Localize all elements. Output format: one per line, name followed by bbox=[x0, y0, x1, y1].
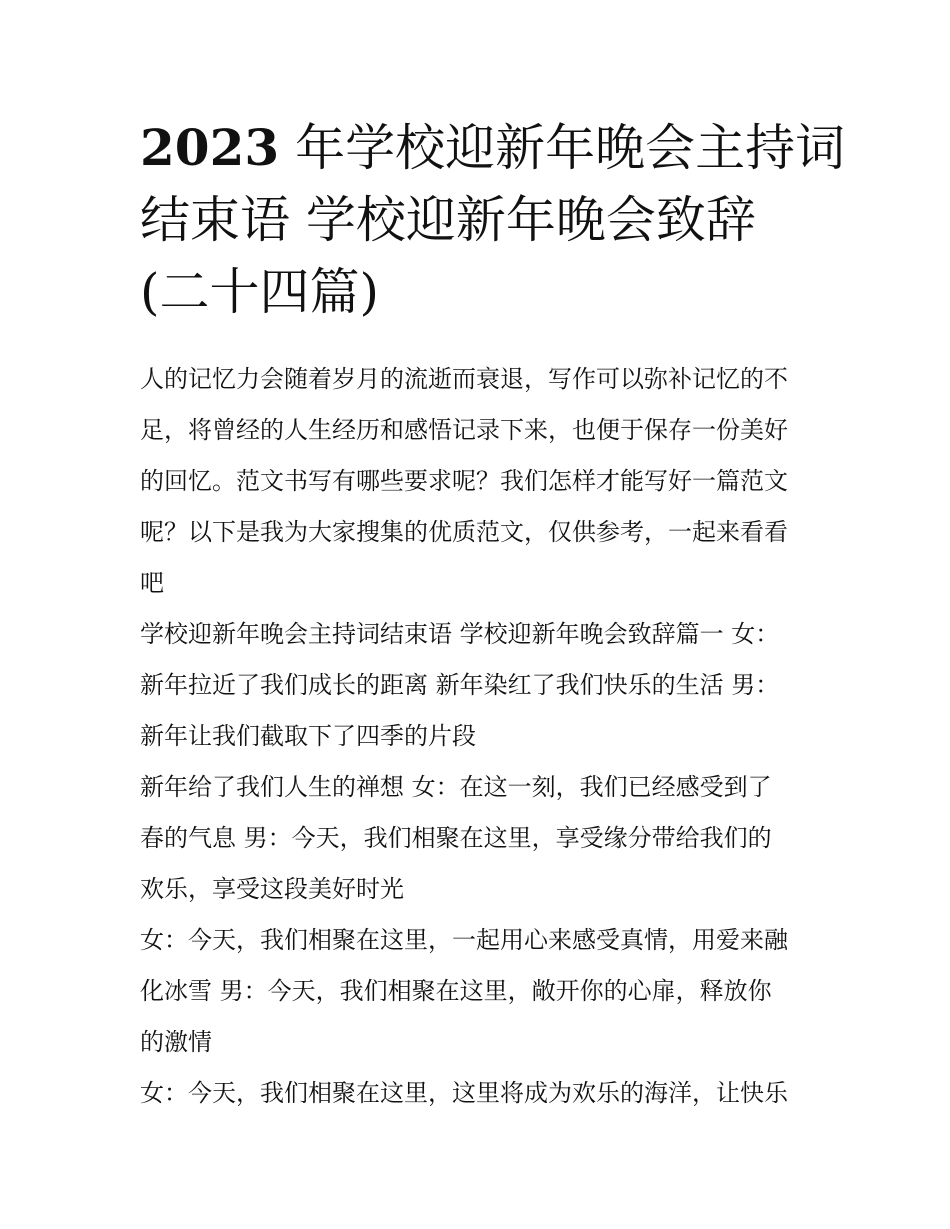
body-line: 学校迎新年晚会主持词结束语 学校迎新年晚会致辞篇一 女： bbox=[140, 620, 780, 648]
body-line: 足，将曾经的人生经历和感悟记录下来，也便于保存一份美好 bbox=[140, 416, 788, 444]
body-line: 女：今天，我们相聚在这里，这里将成为欢乐的海洋，让快乐 bbox=[140, 1079, 788, 1107]
title-line-1: 2023 年学校迎新年晚会主持词 bbox=[140, 118, 846, 177]
body-line: 新年给了我们人生的禅想 女：在这一刻，我们已经感受到了 bbox=[140, 773, 772, 801]
document-title bbox=[140, 112, 846, 328]
body-line: 新年让我们截取下了四季的片段 bbox=[140, 722, 476, 750]
body-line: 化冰雪 男：今天，我们相聚在这里，敞开你的心扉，释放你 bbox=[140, 977, 772, 1005]
body-line: 女：今天，我们相聚在这里，一起用心来感受真情，用爱来融 bbox=[140, 926, 788, 954]
body-line: 欢乐，享受这段美好时光 bbox=[140, 875, 404, 903]
body-line: 春的气息 男：今天，我们相聚在这里，享受缘分带给我们的 bbox=[140, 824, 772, 852]
body-line: 呢？以下是我为大家搜集的优质范文，仅供参考，一起来看看 bbox=[140, 518, 788, 546]
body-line: 的激情 bbox=[140, 1028, 212, 1056]
body-line: 人的记忆力会随着岁月的流逝而衰退，写作可以弥补记忆的不 bbox=[140, 365, 788, 393]
body-line: 吧 bbox=[140, 569, 164, 597]
body-line: 新年拉近了我们成长的距离 新年染红了我们快乐的生活 男： bbox=[140, 671, 780, 699]
document-body bbox=[140, 354, 830, 1119]
body-line: 的回忆。范文书写有哪些要求呢？我们怎样才能写好一篇范文 bbox=[140, 467, 788, 495]
title-line-3: (二十四篇) bbox=[140, 263, 380, 321]
title-year: 2023 bbox=[140, 118, 280, 177]
title-line-2: 结束语 学校迎新年晚会致辞 bbox=[140, 191, 756, 249]
